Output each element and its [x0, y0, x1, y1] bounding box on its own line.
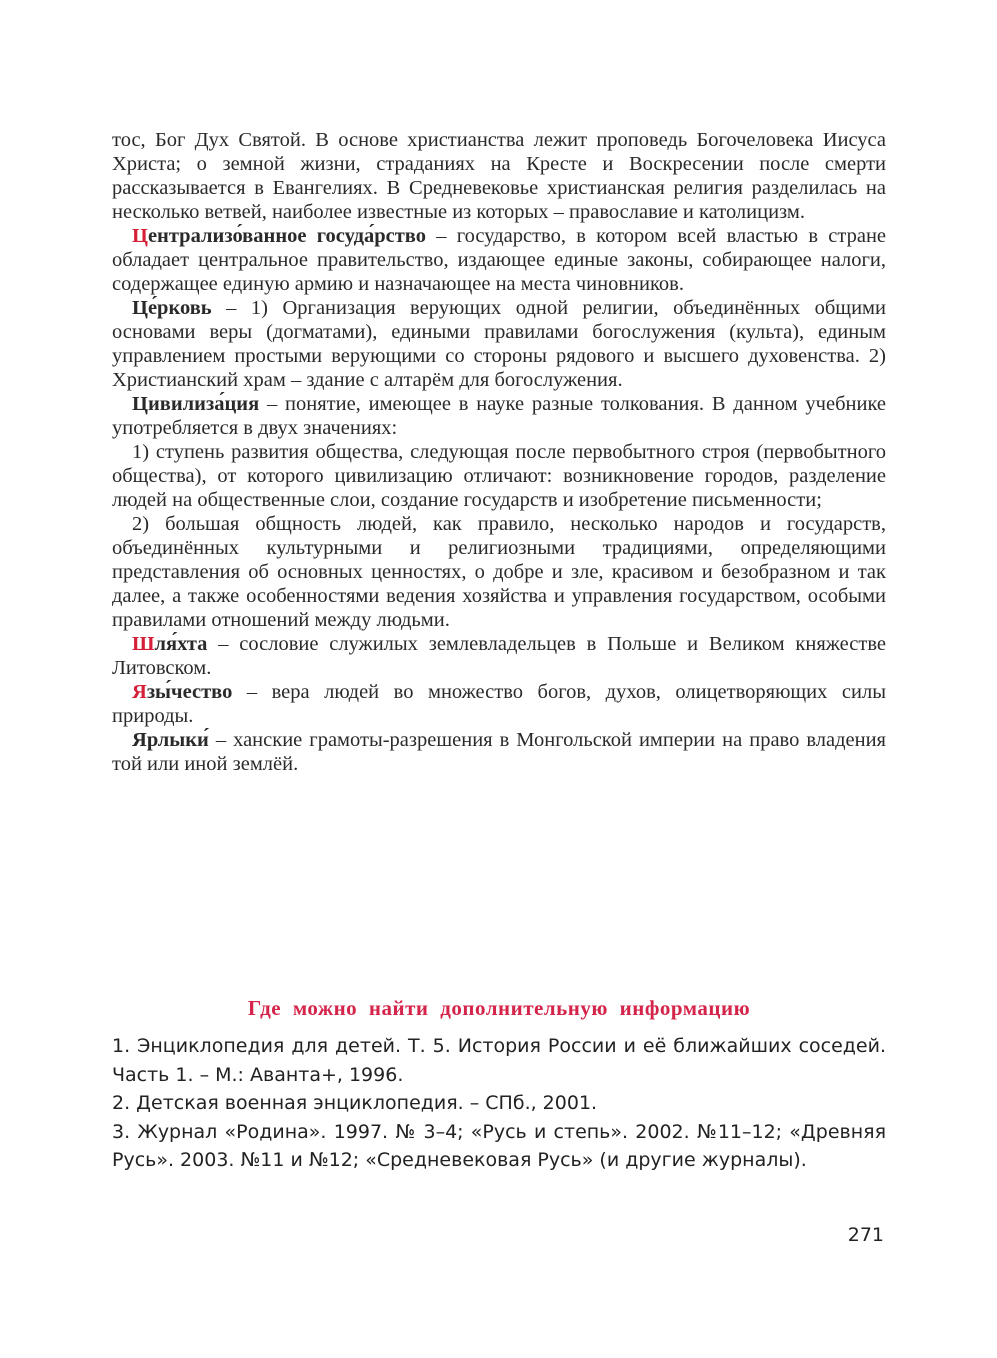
glossary-entry-centralized-state — [112, 224, 886, 296]
term-initial: Ц — [132, 297, 148, 319]
page-number: 271 — [847, 1224, 884, 1246]
term-initial: Ц — [132, 393, 148, 415]
term: ля́хта — [154, 633, 208, 655]
glossary-entry-yarlyki — [112, 728, 886, 776]
definition: – сословие служилых землевладельцев в Польше и Великом княжестве Литовском. — [112, 633, 886, 679]
definition: – государство, в котором всей властью в стране обладает центральное правительство, издающее единые законы, собирающее налоги, содержащее единую армию и назначающее на места чиновников. — [112, 225, 887, 295]
intro-paragraph: тос, Бог Дух Святой. В основе христианства лежит проповедь Богочеловека Иисуса Христа; о земной жизни, страданиях на Кресте и Воскресении после смерти рассказывается в Евангелиях. В Средневековье христианская религия разделилась на несколько ветвей, наиболее известные из которых – православие и католицизм. — [112, 129, 886, 223]
reference-item: 1. Энциклопедия для детей. Т. 5. История России и её ближайших соседей. Часть 1. – М.: Аванта+, 1996. — [112, 1035, 886, 1086]
civilization-meaning-1: 1) ступень развития общества, следующая после первобытного строя (первобытного общества), от которого цивилизацию отличают: возникновение городов, разделение людей на общественные слои, создание государств и изобретение письменности; — [112, 441, 886, 511]
reference-item: 2. Детская военная энциклопедия. – СПб., 2001. — [112, 1092, 598, 1114]
definition: – 1) Организация верующих одной религии, объединённых общими основами веры (догматами), едиными правилами богослужения (культа), единым управлением простыми верующими со стороны рядового и высшего духовенства. 2) Христианский храм – здание с алтарём для богослужения. — [112, 297, 886, 391]
references-list — [112, 1032, 886, 1175]
glossary-entry-civilization — [112, 392, 886, 440]
civilization-meaning-2: 2) большая общность людей, как правило, несколько народов и государств, объединённых культурными и религиозными традициями, определяющими представления об основных ценностях, о добре и зле, красивом и безобразном и так далее, а также особенностями ведения хозяйства и управления государством, особыми правилами отношений между людьми. — [112, 513, 886, 631]
term-initial: Ш — [132, 633, 155, 655]
term-initial: Я — [132, 729, 147, 751]
term-initial: Я — [132, 681, 147, 703]
term: зы́чество — [146, 681, 233, 703]
glossary-entry-szlachta — [112, 632, 886, 680]
term: е́рковь — [147, 297, 212, 319]
definition: – вера людей во множество богов, духов, олицетворяющих силы природы. — [112, 681, 886, 727]
section-heading: Где можно найти дополнительную информацию — [247, 996, 751, 1020]
term-initial: Ц — [132, 225, 148, 247]
glossary-entry-paganism — [112, 680, 886, 728]
term: рлыки́ — [146, 729, 209, 751]
glossary-column — [112, 128, 886, 776]
definition: – ханские грамоты-разрешения в Монгольской империи на право владения той или иной землёй. — [112, 729, 886, 775]
definition: – понятие, имеющее в науке разные толкования. В данном учебнике употребляется в двух значениях: — [112, 393, 886, 439]
reference-item: 3. Журнал «Родина». 1997. № 3–4; «Русь и степь». 2002. №11–12; «Древняя Русь». 2003. №11 и №12; «Средневековая Русь» (и другие журналы). — [112, 1120, 886, 1171]
term: ивилиза́ция — [147, 393, 260, 415]
glossary-entry-church — [112, 296, 886, 392]
term: ентрализо́ванное госуда́рство — [147, 225, 426, 247]
